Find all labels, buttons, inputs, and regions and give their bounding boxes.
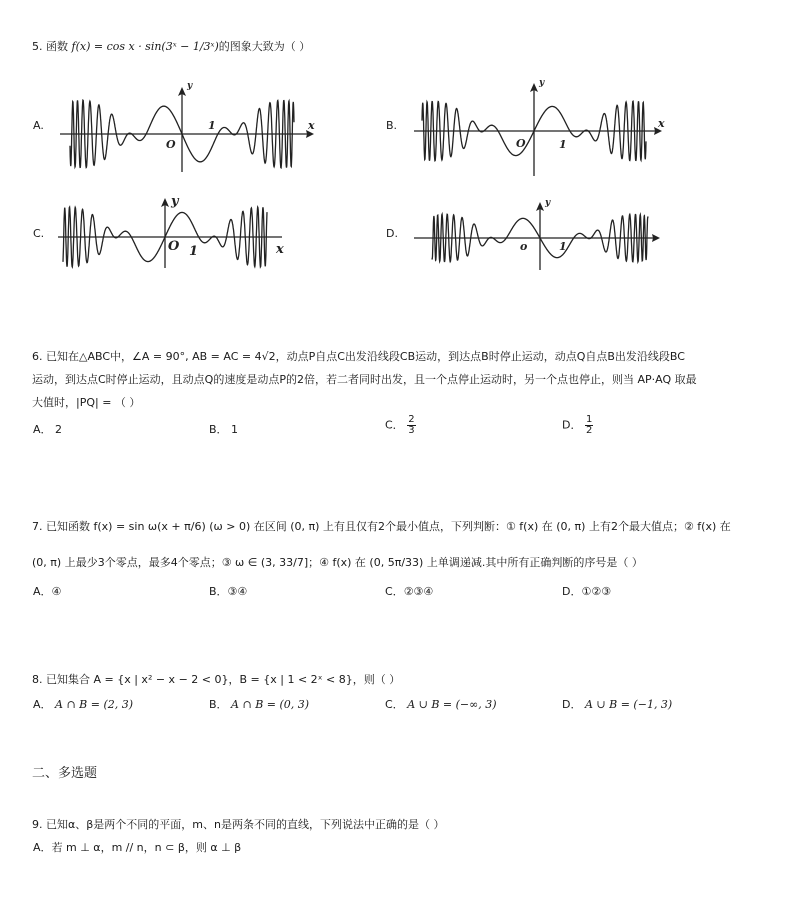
q6-option-d-denominator: 2 — [585, 425, 593, 436]
q6-option-c — [385, 415, 416, 436]
q6-option-c-denominator: 3 — [408, 425, 415, 436]
q8-option-c-letter: C． — [385, 698, 404, 711]
graph-c-one-label: 1 — [189, 244, 199, 259]
graph-c-svg — [56, 192, 294, 272]
q7-option-a-letter: A． — [33, 585, 52, 598]
q5-stem — [32, 40, 310, 54]
q6-option-c-letter: C． — [385, 418, 404, 432]
graph-b-y-label: y — [539, 78, 545, 88]
q9-line-1: 9. 已知α、β是两个不同的平面，m、n是两条不同的直线，下列说法中正确的是（ ） — [32, 818, 445, 831]
q6-option-b-letter: B． — [209, 423, 228, 436]
q6-option-a — [33, 423, 62, 437]
q5-graph-b — [412, 76, 674, 180]
q8-option-b-letter: B． — [209, 698, 228, 711]
graph-c-x-label: x — [276, 242, 284, 257]
q8-option-b — [209, 698, 309, 712]
q6-option-b — [209, 423, 238, 437]
graph-a-x-label: x — [308, 119, 315, 132]
graph-b-svg — [412, 76, 674, 180]
q6-option-a-letter: A． — [33, 423, 52, 436]
section-title-multiple-choice: 二、多选题 — [32, 766, 98, 781]
q5-option-c-letter: C. — [33, 227, 45, 240]
graph-b-one-label: 1 — [559, 138, 567, 151]
q5-option-b-letter: B. — [386, 119, 398, 132]
q7-option-a — [33, 585, 61, 599]
q5-option-d-letter: D. — [386, 227, 398, 240]
q8-option-d-letter: D． — [562, 698, 582, 711]
q7-line-2: (0, π) 上最少3个零点，最多4个零点；③ ω ∈ (3, 33/7]；④ f(x) 在 (0, 5π/33) 上单调递减.其中所有正确判断的序号是（ ） — [32, 556, 643, 569]
q6-option-d-numerator: 1 — [585, 414, 593, 425]
q6-option-d-fraction — [585, 415, 593, 436]
graph-a-y-label: y — [187, 81, 193, 91]
q6-option-d — [562, 415, 593, 436]
q8-option-c-value: A ∪ B = (−∞, 3) — [407, 698, 497, 711]
graph-a-svg — [58, 78, 320, 174]
q5-option-a-letter: A. — [33, 119, 44, 132]
q7-line-1: 7. 已知函数 f(x) = sin ω(x + π/6) (ω > 0) 在区间 (0, π) 上有且仅有2个最小值点，下列判断：① f(x) 在 (0, π) 上有2个最大值点；② f(x) 在 — [32, 520, 731, 533]
q5-graph-d — [412, 192, 672, 272]
q8-option-d-value: A ∪ B = (−1, 3) — [584, 698, 673, 711]
q7-option-a-value: ④ — [51, 585, 62, 598]
graph-b-x-label: x — [658, 117, 665, 130]
q8-option-a — [33, 698, 133, 712]
q5-prefix: 函数 — [46, 40, 68, 53]
q6-option-a-value: 2 — [55, 423, 63, 436]
q8-line-1: 8. 已知集合 A = {x | x² − x − 2 < 0}，B = {x | 1 < 2ˣ < 8}，则（ ） — [32, 673, 401, 686]
q7-option-c-letter: C． — [385, 585, 404, 598]
q6-line-2: 运动，到达点C时停止运动，且动点Q的速度是动点P的2倍，若二者同时出发，且一个点停止运动时，另一个点也停止，则当 AP·AQ 取最 — [32, 373, 697, 386]
graph-a-one-label: 1 — [208, 119, 216, 132]
q6-option-d-letter: D． — [562, 418, 582, 432]
graph-d-svg — [412, 192, 672, 272]
q6-line-1: 6. 已知在△ABC中，∠A = 90°, AB = AC = 4√2，动点P自点C出发沿线段CB运动，到达点B时停止运动，动点Q自点B出发沿线段BC — [32, 350, 685, 363]
q5-suffix: 的图象大致为（ ） — [218, 40, 311, 53]
q7-option-b-letter: B． — [209, 585, 228, 598]
q8-option-b-value: A ∩ B = (0, 3) — [231, 698, 310, 711]
q5-graph-c — [56, 192, 294, 272]
q9-option-a: A．若 m ⊥ α，m // n，n ⊂ β，则 α ⊥ β — [33, 841, 242, 854]
q7-option-d-letter: D． — [562, 585, 582, 598]
graph-d-one-label: 1 — [559, 240, 567, 253]
q7-option-c — [385, 585, 433, 599]
q8-option-a-letter: A． — [33, 698, 52, 711]
graph-d-x-arrow — [652, 234, 660, 242]
q7-option-c-value: ②③④ — [403, 585, 434, 598]
graph-a-origin-label: O — [166, 138, 176, 151]
q6-option-c-fraction — [407, 415, 415, 436]
graph-d-origin-label: o — [520, 240, 528, 253]
q6-option-c-numerator: 2 — [408, 414, 415, 425]
q6-line-3: 大值时，|PQ| = （ ） — [32, 396, 141, 409]
q7-option-d-value: ①②③ — [581, 585, 612, 598]
q8-option-d — [562, 698, 672, 712]
graph-d-y-label: y — [545, 198, 551, 208]
q5-number: 5. — [32, 40, 43, 53]
graph-c-y-label: y — [171, 194, 179, 209]
q5-graph-a — [58, 78, 320, 174]
q5-formula: f(x) = cos x · sin(3ˣ − 1/3ˣ) — [71, 40, 219, 53]
graph-c-origin-label: O — [168, 239, 180, 254]
q7-option-d — [562, 585, 611, 599]
graph-b-origin-label: O — [516, 137, 526, 150]
q7-option-b-value: ③④ — [227, 585, 248, 598]
q8-option-a-value: A ∩ B = (2, 3) — [55, 698, 134, 711]
q8-option-c — [385, 698, 497, 712]
q6-option-b-value: 1 — [231, 423, 239, 436]
q7-option-b — [209, 585, 247, 599]
